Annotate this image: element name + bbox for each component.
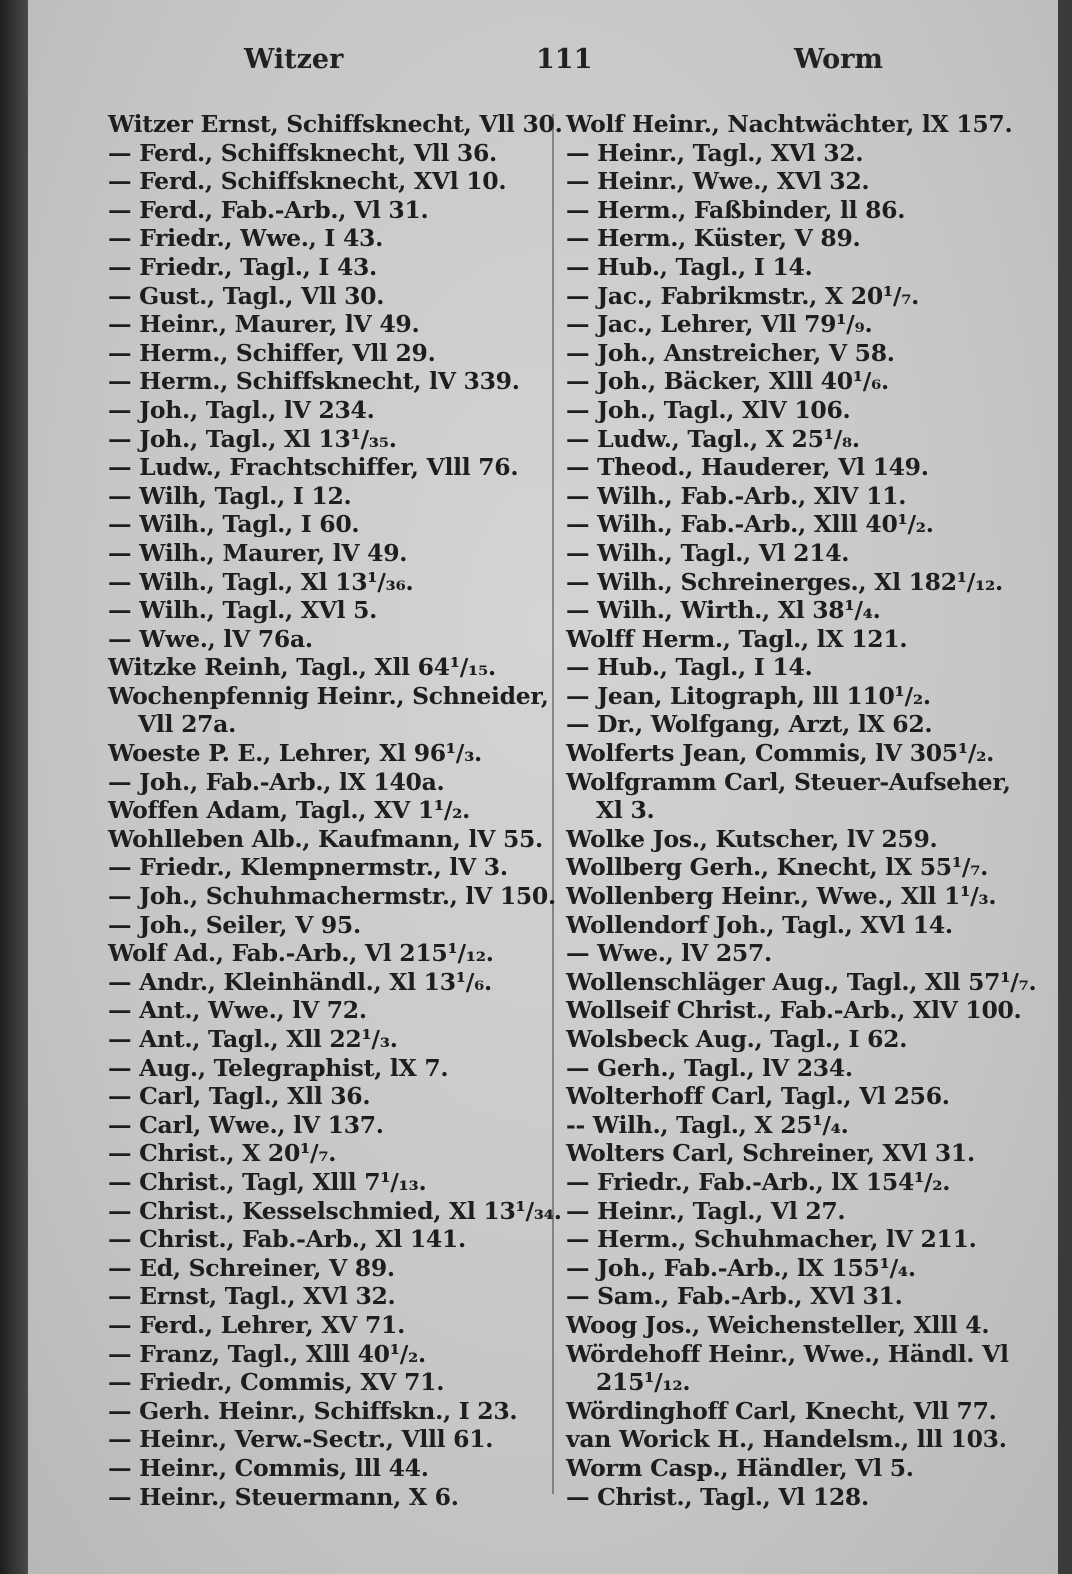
directory-entry: — Hub., Tagl., I 14.: [566, 653, 813, 682]
directory-entry: — Joh., Schuhmachermstr., lV 150.: [108, 882, 556, 911]
directory-entry: — Joh., Tagl., lV 234.: [108, 395, 375, 424]
directory-entry: Wollenschläger Aug., Tagl., Xll 57¹/₇.: [566, 967, 1037, 996]
header-last-entry: Worm: [794, 44, 883, 75]
directory-entry: — Gust., Tagl., Vll 30.: [108, 281, 385, 310]
book-spine-shadow: [0, 0, 28, 1574]
directory-entry: — Jac., Fabrikmstr., X 20¹/₇.: [566, 281, 920, 310]
directory-entry: — Dr., Wolfgang, Arzt, lX 62.: [566, 710, 933, 739]
directory-entry: — Christ., Tagl, Xlll 7¹/₁₃.: [108, 1167, 427, 1196]
directory-entry: — Jac., Lehrer, Vll 79¹/₉.: [566, 310, 873, 339]
directory-entry: 215¹/₁₂.: [596, 1368, 691, 1397]
directory-entry: Wohlleben Alb., Kaufmann, lV 55.: [108, 824, 543, 853]
directory-entry: — Friedr., Klempnermstr., lV 3.: [108, 853, 508, 882]
directory-entry: — Theod., Hauderer, Vl 149.: [566, 453, 929, 482]
directory-entry: — Franz, Tagl., Xlll 40¹/₂.: [108, 1339, 426, 1368]
right-column: [566, 110, 1036, 1511]
directory-entry: — Wilh., Fab.-Arb., Xlll 40¹/₂.: [566, 510, 934, 539]
directory-entry: — Herm., Schiffer, Vll 29.: [108, 338, 436, 367]
directory-entry: — Heinr., Wwe., XVl 32.: [566, 167, 870, 196]
directory-entry: — Ant., Wwe., lV 72.: [108, 996, 367, 1025]
directory-entry: — Aug., Telegraphist, lX 7.: [108, 1053, 449, 1082]
directory-page: [28, 0, 1058, 1574]
directory-entry: — Jean, Litograph, lll 110¹/₂.: [566, 681, 931, 710]
directory-entry: Wollseif Christ., Fab.-Arb., XlV 100.: [566, 996, 1022, 1025]
directory-entry: Wolsbeck Aug., Tagl., I 62.: [566, 1025, 908, 1053]
directory-entry: — Christ., Kesselschmied, Xl 13¹/₃₄.: [108, 1196, 562, 1225]
directory-entry: Worm Casp., Händler, Vl 5.: [566, 1453, 914, 1482]
directory-entry: — Ferd., Schiffsknecht, Vll 36.: [108, 138, 497, 167]
directory-entry: — Heinr., Tagl., XVl 32.: [566, 138, 864, 167]
directory-entry: — Carl, Tagl., Xll 36.: [108, 1082, 371, 1111]
directory-entry: — Wilh., Tagl., XVl 5.: [108, 596, 378, 625]
directory-entry: Wolf Ad., Fab.-Arb., Vl 215¹/₁₂.: [108, 939, 494, 968]
directory-entry: — Heinr., Steuermann, X 6.: [108, 1482, 459, 1511]
directory-entry: — Wilh., Schreinerges., Xl 182¹/₁₂.: [566, 567, 1003, 596]
directory-entry: Wollberg Gerh., Knecht, lX 55¹/₇.: [566, 853, 988, 882]
directory-entry: Xl 3.: [596, 796, 655, 825]
directory-entry: — Friedr., Commis, XV 71.: [108, 1368, 445, 1397]
directory-entry: van Worick H., Handelsm., lll 103.: [566, 1425, 1007, 1454]
directory-entry: — Heinr., Commis, lll 44.: [108, 1453, 429, 1482]
directory-entry: — Joh., Tagl., XlV 106.: [566, 395, 851, 424]
directory-entry: — Ferd., Schiffsknecht, XVl 10.: [108, 167, 507, 196]
directory-entry: — Joh., Fab.-Arb., lX 155¹/₄.: [566, 1253, 916, 1282]
directory-entry: — Wilh., Maurer, lV 49.: [108, 538, 408, 567]
directory-entry: — Christ., Fab.-Arb., Xl 141.: [108, 1225, 466, 1254]
directory-entry: Wolfgramm Carl, Steuer-Aufseher,: [566, 767, 1011, 796]
page-header: [28, 44, 1058, 84]
directory-entry: Wördinghoff Carl, Knecht, Vll 77.: [566, 1396, 997, 1425]
directory-entry: Wochenpfennig Heinr., Schneider,: [108, 681, 549, 710]
directory-entry: Wolferts Jean, Commis, lV 305¹/₂.: [566, 739, 995, 768]
directory-entry: Witzer Ernst, Schiffsknecht, Vll 30.: [108, 110, 563, 138]
directory-entry: — Friedr., Fab.-Arb., lX 154¹/₂.: [566, 1167, 951, 1196]
directory-entry: — Ernst, Tagl., XVl 32.: [108, 1282, 396, 1311]
directory-entry: Wolke Jos., Kutscher, lV 259.: [566, 824, 938, 853]
directory-entry: — Wilh., Tagl., Vl 214.: [566, 538, 850, 567]
directory-entry: — Sam., Fab.-Arb., XVl 31.: [566, 1282, 903, 1311]
directory-entry: — Joh., Fab.-Arb., lX 140a.: [108, 767, 445, 796]
directory-entry: Vll 27a.: [138, 710, 236, 739]
directory-entry: — Herm., Küster, V 89.: [566, 224, 861, 253]
directory-entry: — Gerh., Tagl., lV 234.: [566, 1053, 853, 1082]
directory-entry: Witzke Reinh, Tagl., Xll 64¹/₁₅.: [108, 653, 496, 682]
directory-entry: Wolterhoff Carl, Tagl., Vl 256.: [566, 1082, 950, 1111]
directory-entry: — Joh., Seiler, V 95.: [108, 910, 361, 939]
directory-entry: — Herm., Schuhmacher, lV 211.: [566, 1225, 977, 1254]
directory-entry: — Friedr., Tagl., I 43.: [108, 252, 377, 281]
directory-entry: Woog Jos., Weichensteller, Xlll 4.: [566, 1310, 990, 1339]
directory-entry: Woffen Adam, Tagl., XV 1¹/₂.: [108, 796, 471, 825]
directory-entry: — Herm., Schiffsknecht, lV 339.: [108, 367, 520, 396]
page-number: 111: [536, 44, 593, 75]
directory-entry: — Friedr., Wwe., I 43.: [108, 224, 383, 253]
directory-entry: — Hub., Tagl., I 14.: [566, 252, 813, 281]
directory-entry: — Christ., X 20¹/₇.: [108, 1139, 337, 1168]
directory-entry: — Ludw., Frachtschiffer, Vlll 76.: [108, 453, 519, 482]
directory-entry: Wolf Heinr., Nachtwächter, lX 157.: [566, 110, 1013, 138]
directory-entry: — Joh., Anstreicher, V 58.: [566, 338, 895, 367]
directory-entry: — Heinr., Verw.-Sectr., Vlll 61.: [108, 1425, 494, 1454]
directory-entry: — Heinr., Maurer, lV 49.: [108, 310, 420, 339]
directory-entry: Wollendorf Joh., Tagl., XVl 14.: [566, 910, 953, 939]
directory-entry: — Andr., Kleinhändl., Xl 13¹/₆.: [108, 967, 492, 996]
directory-entry: — Wilh., Fab.-Arb., XlV 11.: [566, 481, 907, 510]
directory-entry: — Wwe., lV 257.: [566, 939, 772, 968]
directory-entry: — Wilh., Tagl., Xl 13¹/₃₆.: [108, 567, 414, 596]
directory-entry: Wolters Carl, Schreiner, XVl 31.: [566, 1139, 975, 1168]
directory-entry: — Christ., Tagl., Vl 128.: [566, 1482, 869, 1511]
directory-entry: — Carl, Wwe., lV 137.: [108, 1110, 384, 1139]
directory-entry: — Ant., Tagl., Xll 22¹/₃.: [108, 1025, 398, 1053]
directory-entry: — Ferd., Fab.-Arb., Vl 31.: [108, 195, 429, 224]
directory-entry: -- Wilh., Tagl., X 25¹/₄.: [566, 1110, 849, 1139]
directory-entry: — Gerh. Heinr., Schiffskn., I 23.: [108, 1396, 518, 1425]
directory-entry: — Wilh, Tagl., I 12.: [108, 481, 352, 510]
header-first-entry: Witzer: [244, 44, 344, 75]
directory-entry: Wördehoff Heinr., Wwe., Händl. Vl: [566, 1339, 1009, 1368]
left-column: [108, 110, 563, 1511]
directory-entry: Wolff Herm., Tagl., lX 121.: [566, 624, 908, 653]
directory-entry: — Wilh., Wirth., Xl 38¹/₄.: [566, 596, 881, 625]
directory-entry: — Joh., Tagl., Xl 13¹/₃₅.: [108, 424, 397, 453]
directory-entry: Wollenberg Heinr., Wwe., Xll 1¹/₃.: [566, 882, 997, 911]
directory-entry: — Joh., Bäcker, Xlll 40¹/₆.: [566, 367, 889, 396]
directory-entry: — Wilh., Tagl., I 60.: [108, 510, 360, 539]
directory-entry: — Ferd., Lehrer, XV 71.: [108, 1310, 405, 1339]
directory-entry: — Ludw., Tagl., X 25¹/₈.: [566, 424, 860, 453]
directory-entry: — Heinr., Tagl., Vl 27.: [566, 1196, 846, 1225]
directory-entry: — Wwe., lV 76a.: [108, 624, 313, 653]
directory-entry: — Ed, Schreiner, V 89.: [108, 1253, 395, 1282]
directory-entry: Woeste P. E., Lehrer, Xl 96¹/₃.: [108, 739, 482, 768]
directory-entry: — Herm., Faßbinder, ll 86.: [566, 195, 906, 224]
